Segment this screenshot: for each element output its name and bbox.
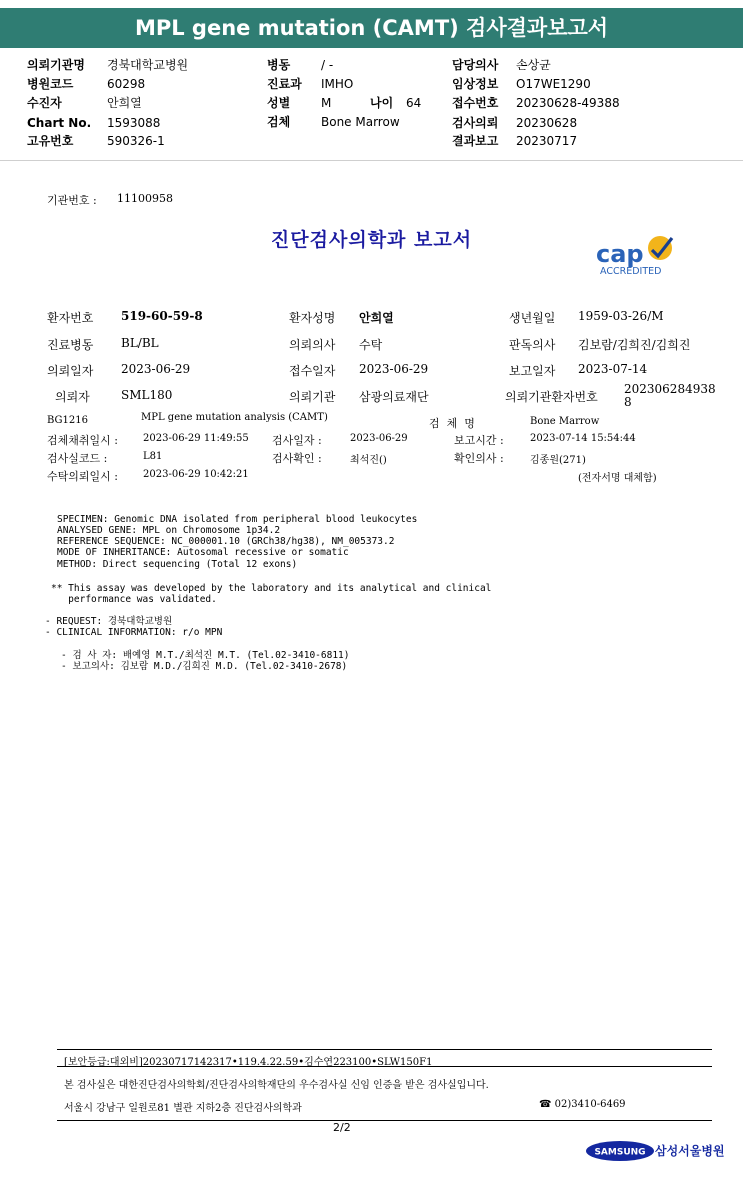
header-value: 20230717 [516, 134, 578, 148]
header-value: IMHO [321, 77, 354, 91]
header-value: / - [321, 58, 334, 72]
test-name: MPL gene mutation analysis (CAMT) [141, 412, 328, 423]
header-value: 590326-1 [107, 134, 165, 148]
header-value: 손상균 [516, 58, 551, 72]
header-label: 의뢰기관명 [27, 58, 85, 72]
patient-label: 의뢰자 [55, 390, 90, 404]
cap-accredited-text: ACCREDITED [600, 266, 662, 277]
header-value: 1593088 [107, 116, 161, 130]
collect-value: 2023-06-29 11:49:55 [143, 433, 249, 444]
patient-value: 202306284938 [624, 382, 716, 396]
header-label: 수진자 [27, 96, 62, 110]
patient-birthdate: 1959-03-26/M [578, 309, 664, 323]
gene-line: ANALYSED GENE: MPL on Chromosome 1p34.2 [57, 525, 281, 536]
patient-value: 2023-07-14 [578, 362, 648, 376]
footer-rule [57, 1066, 712, 1067]
consign-value: 2023-06-29 10:42:21 [143, 469, 249, 480]
method-line: METHOD: Direct sequencing (Total 12 exons) [57, 559, 298, 570]
patient-label: 환자성명 [289, 311, 336, 325]
patient-value: SML180 [121, 388, 173, 402]
patient-value: 삼광의료재단 [359, 390, 429, 404]
header-divider [0, 160, 743, 161]
patient-label: 의뢰의사 [289, 338, 336, 352]
header-label: 고유번호 [27, 134, 74, 148]
footer-top-rule [57, 1049, 712, 1050]
header-label: 접수번호 [452, 96, 499, 110]
security-line: [보안등급:대외비]20230717142317•119.4.22.59•김수연223100•SLW150F1 [64, 1057, 433, 1068]
consign-label: 수탁의뢰일시 : [47, 470, 118, 483]
room-label: 검사실코드 : [47, 452, 108, 465]
cap-sun-icon [648, 236, 672, 260]
reporttime-value: 2023-07-14 15:54:44 [530, 433, 636, 444]
inheritance-line: MODE OF INHERITANCE: Autosomal recessive or somatic [57, 547, 349, 558]
header-label: 병동 [267, 58, 291, 72]
reference-line: REFERENCE SEQUENCE: NC_000001.10 (GRCh38/hg38), NM_005373.2 [57, 536, 395, 547]
request-line: - REQUEST: 경북대학교병원 [45, 616, 173, 627]
header-label: 진료과 [267, 77, 302, 91]
lab-address: 서울시 강남구 일원로81 별관 지하2층 진단검사의학과 [64, 1103, 302, 1114]
institution-number: 11100958 [117, 192, 173, 205]
patient-label: 의뢰기관환자번호 [505, 390, 598, 404]
patient-label: 의뢰기관 [289, 390, 336, 404]
header-label: 병원코드 [27, 77, 74, 91]
testdate-value: 2023-06-29 [350, 433, 408, 444]
reporter-line: - 보고의사: 김보람 M.D./김희진 M.D. (Tel.02-3410-2678) [61, 661, 348, 672]
header-label: 성별 [267, 96, 291, 110]
patient-label: 접수일자 [289, 364, 336, 378]
reporttime-label: 보고시간 : [454, 434, 504, 447]
header-value: O17WE1290 [516, 77, 591, 91]
confirm-label: 검사확인 : [272, 452, 322, 465]
header-label: 검체 [267, 115, 291, 129]
header-value: 64 [406, 96, 422, 110]
header-value: Bone Marrow [321, 115, 400, 129]
header-label: 나이 [370, 96, 394, 110]
clinical-line: - CLINICAL INFORMATION: r/o MPN [45, 627, 223, 638]
validation-note-cont: performance was validated. [51, 594, 217, 605]
collect-label: 검체채취일시 : [47, 434, 118, 447]
tester-line: - 검 사 자: 배예영 M.T./최석진 M.T. (Tel.02-3410-6811) [61, 650, 350, 661]
report-banner-title: MPL gene mutation (CAMT) 검사결과보고서 [0, 8, 743, 48]
samsung-oval-icon [585, 1140, 655, 1162]
patient-value: 2023-06-29 [359, 362, 429, 376]
institution-label: 기관번호 : [47, 194, 97, 207]
testdate-label: 검사일자 : [272, 434, 322, 447]
header-label: 담당의사 [452, 58, 499, 72]
footer-bottom-rule [57, 1120, 712, 1121]
room-value: L81 [143, 451, 163, 462]
patient-value: 2023-06-29 [121, 362, 191, 376]
header-value: M [321, 96, 332, 110]
cap-logo-text: cap [596, 240, 644, 268]
header-value: 60298 [107, 77, 146, 91]
samsung-wordmark: SAMSUNG [594, 1147, 646, 1158]
patient-label: 판독의사 [509, 338, 556, 352]
doctor-label: 확인의사 : [454, 452, 504, 465]
specimen-value: Bone Marrow [530, 416, 600, 427]
header-value: 20230628-49388 [516, 96, 620, 110]
cap-accredited-logo [592, 232, 692, 280]
header-label: 결과보고 [452, 134, 499, 148]
header-value: 경북대학교병원 [107, 58, 189, 72]
test-code: BG1216 [47, 415, 88, 426]
confirm-value: 최석진() [350, 455, 387, 466]
header-label: 검사의뢰 [452, 116, 499, 130]
patient-label: 의뢰일자 [47, 364, 94, 378]
patient-label: 보고일자 [509, 364, 556, 378]
patient-value: 김보람/김희진/김희진 [578, 338, 691, 352]
specimen-line: SPECIMEN: Genomic DNA isolated from peripheral blood leukocytes [57, 514, 418, 525]
header-label: 임상정보 [452, 77, 499, 91]
hospital-name: 삼성서울병원 [655, 1144, 725, 1158]
specimen-label: 검 체 명 [429, 417, 475, 430]
header-value: 20230628 [516, 116, 578, 130]
samsung-hospital-logo [585, 1138, 725, 1164]
patient-label: 생년월일 [509, 311, 556, 325]
header-value: 안희열 [107, 96, 142, 110]
page-number: 2/2 [333, 1121, 351, 1134]
validation-note: ** This assay was developed by the laboratory and its analytical and clinical [51, 583, 492, 594]
patient-value: BL/BL [121, 336, 159, 350]
patient-value: 수탁 [359, 338, 383, 352]
doctor-value: 김종원(271) [530, 455, 586, 466]
patient-value-wrap: 8 [624, 395, 632, 409]
patient-number: 519-60-59-8 [121, 309, 203, 323]
esign-note: (전자서명 대체함) [578, 473, 657, 484]
patient-label: 진료병동 [47, 338, 94, 352]
patient-name: 안희열 [359, 311, 394, 325]
lab-phone: ☎ 02)3410-6469 [539, 1099, 626, 1110]
report-title: 진단검사의학과 보고서 [270, 229, 473, 251]
patient-label: 환자번호 [47, 311, 94, 325]
certification-note: 본 검사실은 대한진단검사의학회/진단검사의학재단의 우수검사실 신임 인증을 받은 검사실입니다. [64, 1080, 489, 1091]
header-label: Chart No. [27, 116, 92, 130]
